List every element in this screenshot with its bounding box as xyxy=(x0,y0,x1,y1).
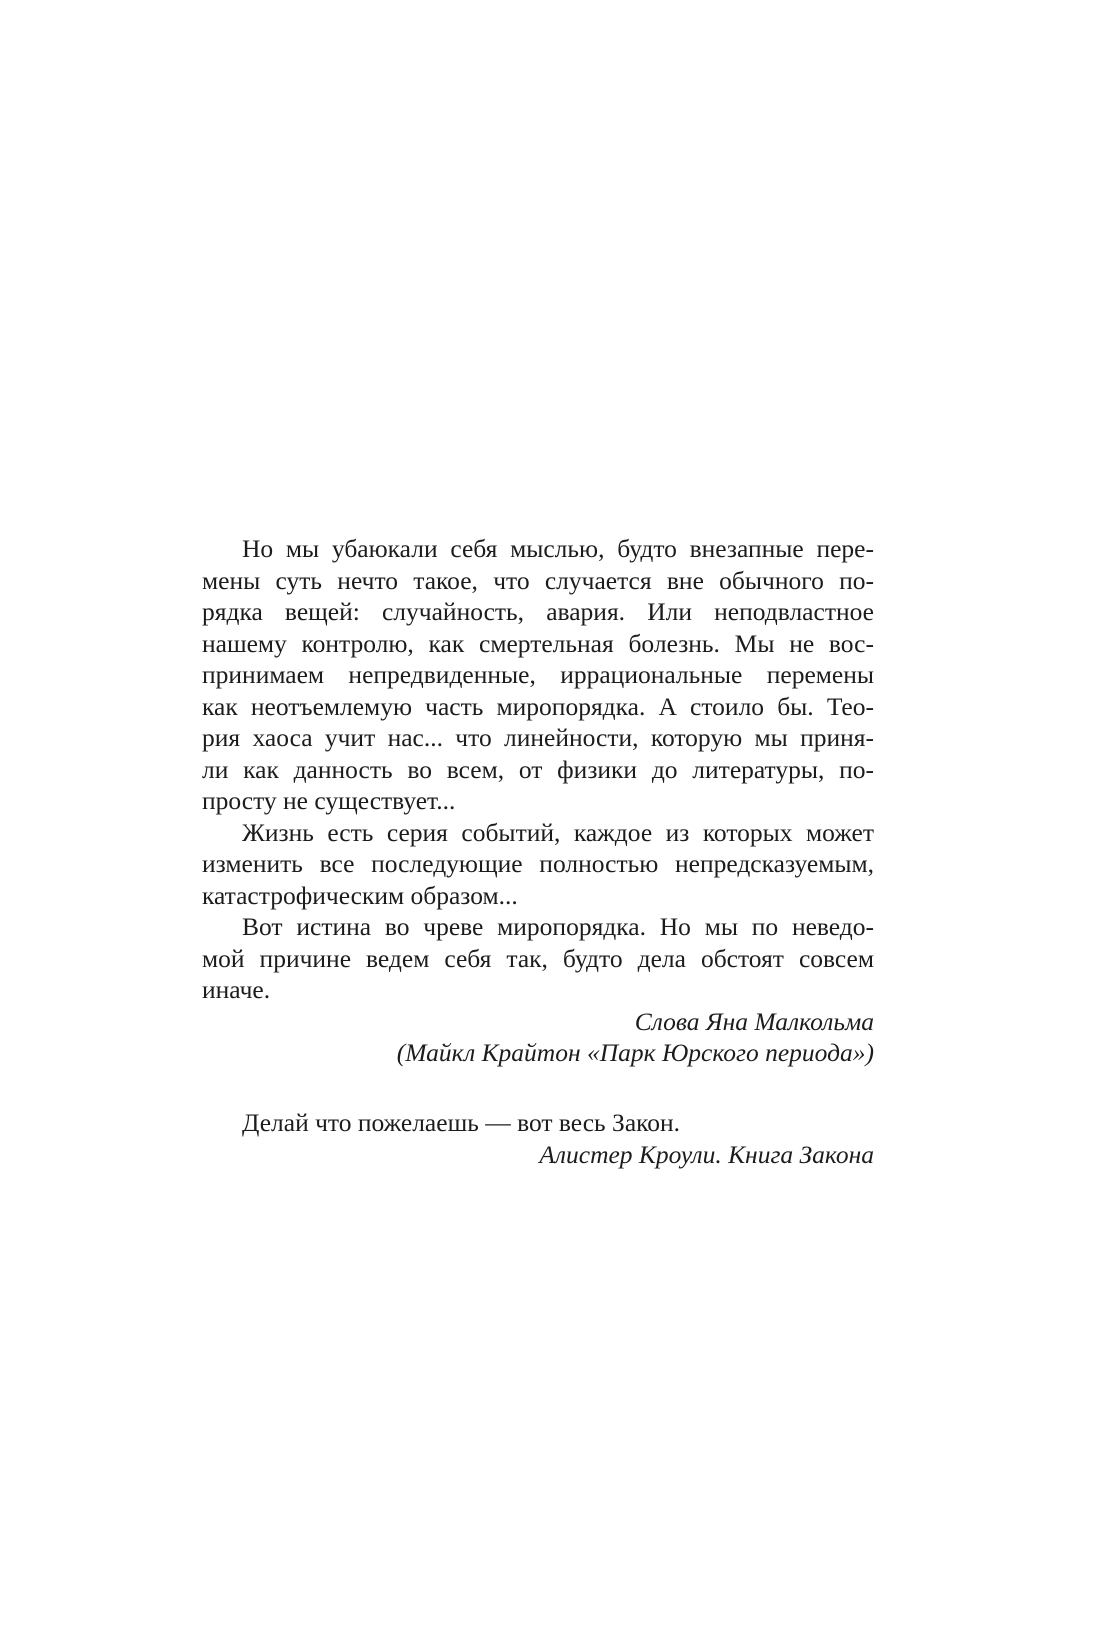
epigraph-crowley xyxy=(202,1107,874,1170)
text-line: принимаем непредвиденные, иррациональные перемены xyxy=(202,660,874,689)
epigraph-paragraph-1 xyxy=(202,533,874,817)
epigraph-paragraph-2 xyxy=(202,817,874,912)
epigraph-paragraph-3 xyxy=(202,911,874,1006)
text-line: Вот истина во чреве миропорядка. Но мы по неведо- xyxy=(242,912,874,941)
text-line: как неотъемлемую часть миропорядка. А стоило бы. Тео- xyxy=(202,691,874,721)
epigraph-attribution-speaker: Слова Яна Малкольма xyxy=(634,1006,874,1036)
text-line: Жизнь есть серия событий, каждое из которых может xyxy=(242,817,874,847)
epigraph-quote: Делай что пожелаешь — вот весь Закон. xyxy=(242,1108,681,1137)
text-line: рядка вещей: случайность, авария. Или неподвластное xyxy=(202,597,874,626)
text-line: мены суть нечто такое, что случается вне обычного по- xyxy=(202,565,874,595)
epigraph-attribution: Алистер Кроули. Книга Закона xyxy=(539,1139,874,1169)
text-line: катастрофическим образом... xyxy=(202,880,518,910)
text-line: рия хаоса учит нас... что линейности, которую мы приня- xyxy=(202,723,874,752)
text-line: нашему контролю, как смертельная болезнь. Мы не вос- xyxy=(202,628,874,658)
text-line: изменить все последующие полностью непредсказуемым, xyxy=(202,849,874,878)
text-line: иначе. xyxy=(202,975,271,1004)
epigraph-malcolm xyxy=(202,533,874,1069)
epigraph-attribution-source: (Майкл Крайтон «Парк Юрского периода») xyxy=(396,1038,874,1067)
text-line: ли как данность во всем, от физики до литературы, по- xyxy=(202,754,874,784)
text-line: мой причине ведем себя так, будто дела обстоят совсем xyxy=(202,943,874,973)
text-line: просту не существует... xyxy=(202,786,456,815)
text-line: Но мы убаюкали себя мыслью, будто внезапные пере- xyxy=(242,534,874,563)
